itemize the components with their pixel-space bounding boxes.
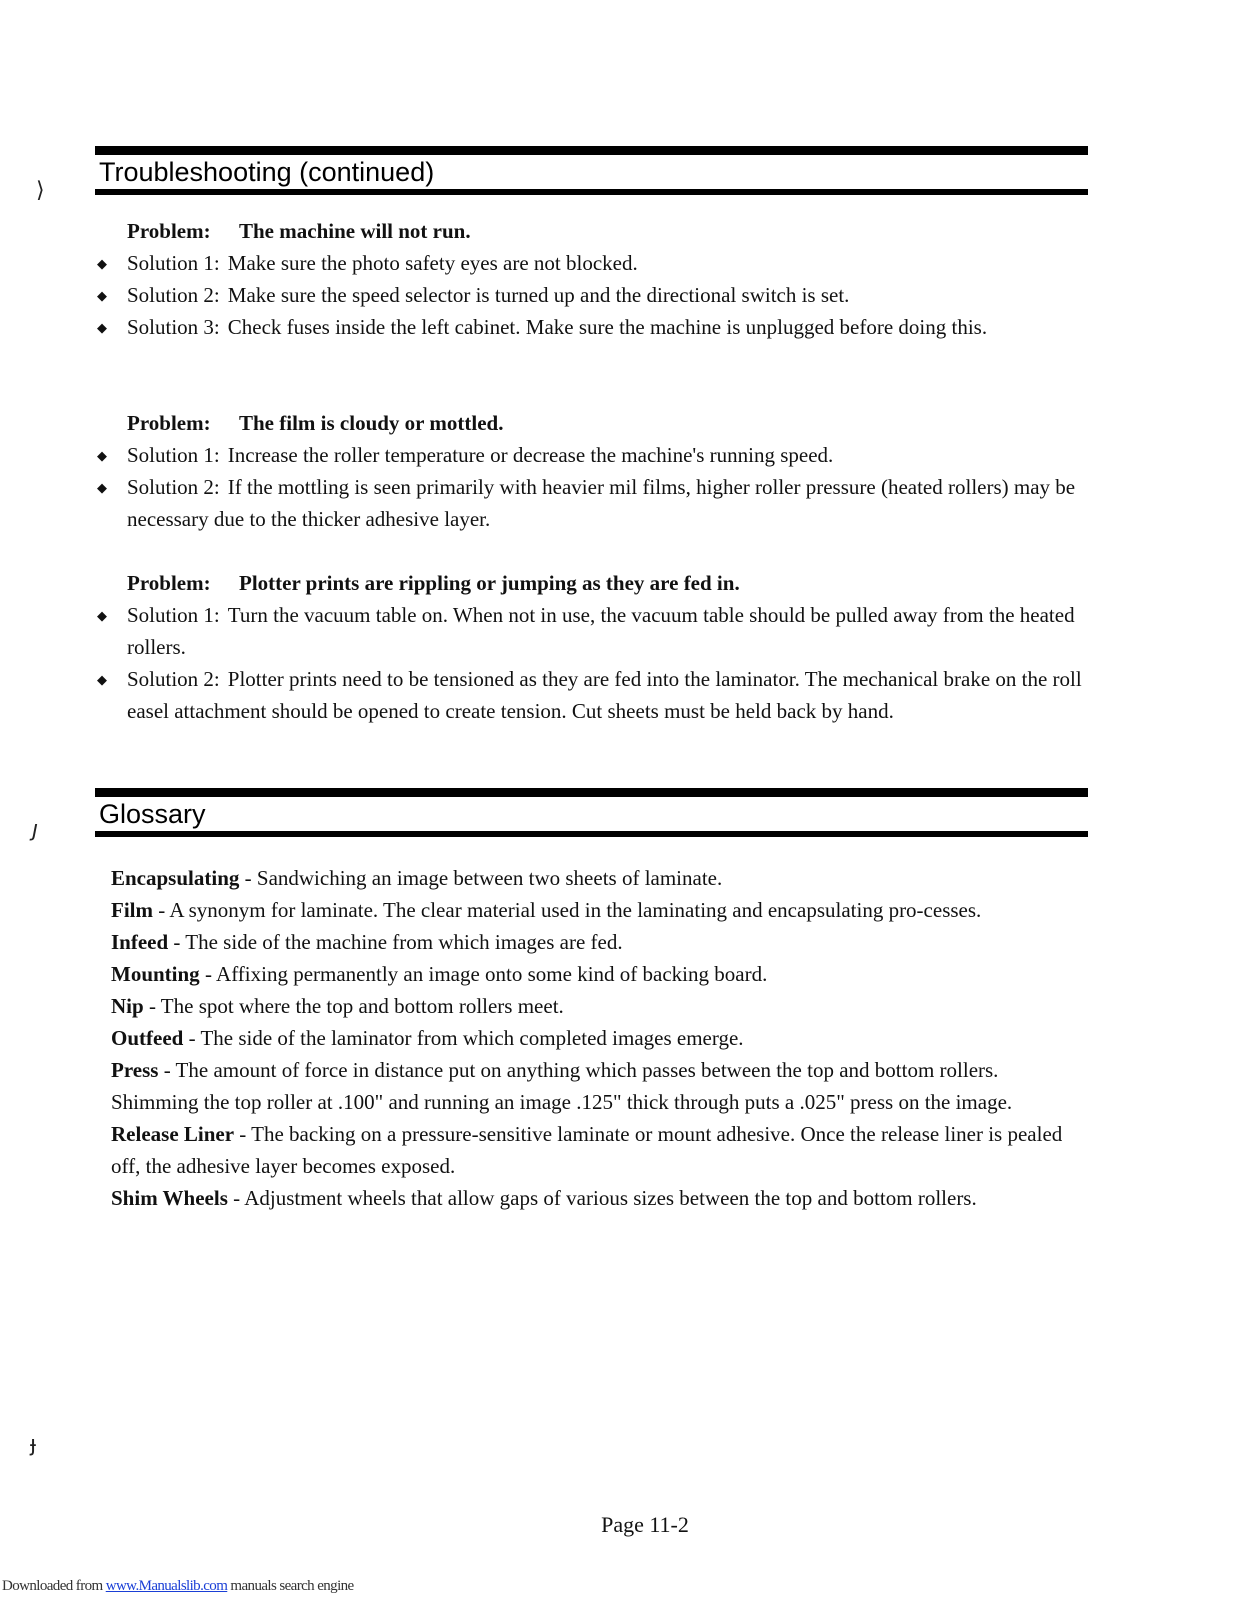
page-number: Page 11-2 <box>601 1512 689 1537</box>
glossary-entry <box>111 1022 1087 1054</box>
glossary-definition: - The backing on a pressure-sensitive laminate or mount adhesive. Once the release liner is pealed off, the adhesive layer becomes exposed. <box>111 1122 1063 1178</box>
glossary-term: Shim Wheels <box>111 1186 228 1210</box>
solution-text: Increase the roller temperature or decrease the machine's running speed. <box>227 443 834 467</box>
problem-text: The machine will not run. <box>239 219 471 243</box>
diamond-bullet-icon: ◆ <box>97 608 107 623</box>
glossary-term: Infeed <box>111 930 169 954</box>
scan-mark: ȷ <box>32 817 39 842</box>
scan-mark: ɟ <box>30 1432 37 1457</box>
glossary-term: Outfeed <box>111 1026 184 1050</box>
diamond-bullet-icon: ◆ <box>97 288 107 303</box>
glossary-definition: - Adjustment wheels that allow gaps of various sizes between the top and bottom rollers. <box>227 1186 977 1210</box>
solution-item <box>97 472 1087 535</box>
diamond-bullet-icon: ◆ <box>97 480 107 495</box>
glossary-entry <box>111 990 1087 1022</box>
glossary-definition: - The amount of force in distance put on anything which passes between the top and bottom rollers. Shimming the top roller at .100" and running an image .125" thick through puts a .025" press on the image. <box>111 1058 1013 1114</box>
solution-text: Make sure the photo safety eyes are not blocked. <box>227 251 638 275</box>
section-title-troubleshooting: Troubleshooting (continued) <box>99 157 435 187</box>
glossary-term: Encapsulating <box>111 866 240 890</box>
glossary-definition: - Affixing permanently an image onto some kind of backing board. <box>199 962 768 986</box>
diamond-bullet-icon: ◆ <box>97 672 107 687</box>
problem-heading <box>127 218 471 244</box>
glossary-term: Mounting <box>111 962 200 986</box>
glossary-definition: - A synonym for laminate. The clear material used in the laminating and encapsulating pro-cesses. <box>153 898 982 922</box>
solution-label: Solution 1: <box>127 251 220 275</box>
manualslib-link[interactable]: www.Manualslib.com <box>105 1578 228 1594</box>
diamond-bullet-icon: ◆ <box>97 320 107 335</box>
header-rule-top <box>95 146 1088 155</box>
solution-item <box>97 600 1087 663</box>
problem-text: Plotter prints are rippling or jumping as they are fed in. <box>239 571 740 595</box>
solution-text: Check fuses inside the left cabinet. Make sure the machine is unplugged before doing this. <box>227 315 988 339</box>
glossary-term: Press <box>111 1058 159 1082</box>
glossary-definition: - The spot where the top and bottom rollers meet. <box>143 994 564 1018</box>
solution-label: Solution 2: <box>127 667 220 691</box>
glossary-entry <box>111 1182 1087 1214</box>
solution-item <box>97 440 1087 472</box>
problem-heading <box>127 570 740 596</box>
solution-text: Make sure the speed selector is turned up and the directional switch is set. <box>227 283 850 307</box>
footer-prefix: Downloaded from <box>2 1578 106 1594</box>
glossary-entry <box>111 894 1087 926</box>
header-rule-bottom <box>95 831 1088 837</box>
troubleshooting-header <box>95 146 1088 195</box>
problem-text: The film is cloudy or mottled. <box>239 411 504 435</box>
glossary-entry <box>111 958 1087 990</box>
problem-label: Problem: <box>127 571 211 595</box>
solution-label: Solution 3: <box>127 315 220 339</box>
footer-suffix: manuals search engine <box>227 1578 354 1594</box>
solution-text: If the mottling is seen primarily with heavier mil films, higher roller pressure (heated rollers) may be necessary due to the thicker adhesive layer. <box>127 475 1076 531</box>
scan-mark: ⟩ <box>36 178 45 203</box>
solution-text: Turn the vacuum table on. When not in use, the vacuum table should be pulled away from the heated rollers. <box>127 603 1075 659</box>
header-rule-bottom <box>95 189 1088 195</box>
problem-heading <box>127 410 503 436</box>
glossary-entry <box>111 862 1087 894</box>
solution-item <box>97 280 1087 312</box>
solution-item <box>97 248 1087 280</box>
solution-label: Solution 1: <box>127 603 220 627</box>
glossary-definition: - Sandwiching an image between two sheets of laminate. <box>239 866 723 890</box>
solution-label: Solution 2: <box>127 475 220 499</box>
glossary-term: Release Liner <box>111 1122 235 1146</box>
glossary-header <box>95 788 1088 837</box>
glossary-term: Nip <box>111 994 144 1018</box>
section-title-glossary: Glossary <box>99 799 206 829</box>
solution-item <box>97 664 1087 727</box>
glossary-entry <box>111 926 1087 958</box>
glossary-term: Film <box>111 898 153 922</box>
solution-item <box>97 312 1087 344</box>
header-rule-top <box>95 788 1088 797</box>
diamond-bullet-icon: ◆ <box>97 448 107 463</box>
solution-label: Solution 2: <box>127 283 220 307</box>
glossary-definition: - The side of the machine from which images are fed. <box>168 930 623 954</box>
download-footer <box>2 1578 354 1595</box>
diamond-bullet-icon: ◆ <box>97 256 107 271</box>
glossary-entry <box>111 1054 1087 1118</box>
solution-text: Plotter prints need to be tensioned as they are fed into the laminator. The mechanical brake on the roll easel attachment should be opened to create tension. Cut sheets must be held back by hand. <box>127 667 1082 723</box>
problem-label: Problem: <box>127 411 211 435</box>
glossary-entry <box>111 1118 1087 1182</box>
solution-label: Solution 1: <box>127 443 220 467</box>
glossary-list <box>111 862 1087 1214</box>
problem-label: Problem: <box>127 219 211 243</box>
glossary-definition: - The side of the laminator from which completed images emerge. <box>183 1026 744 1050</box>
